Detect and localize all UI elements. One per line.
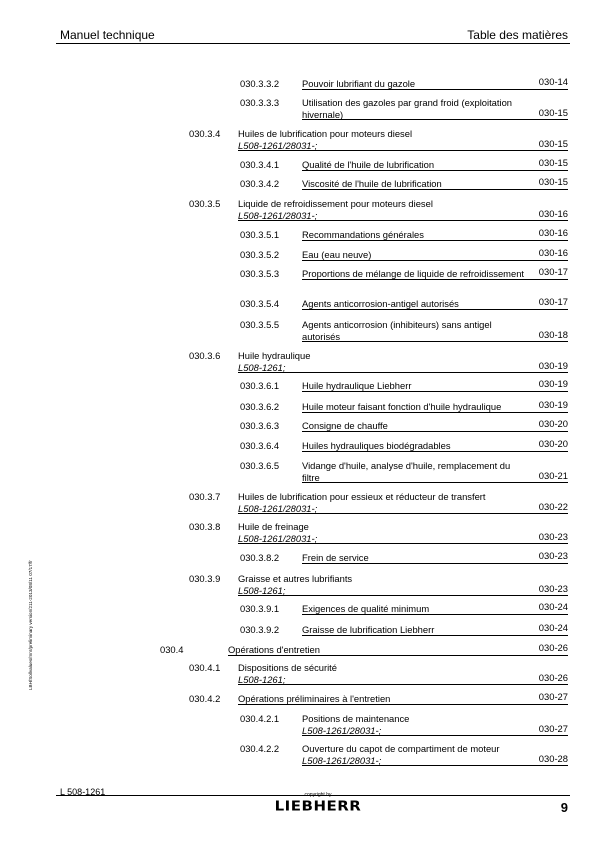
toc-entry[interactable] [240,399,568,413]
toc-page-number: 030-16 [538,227,568,238]
toc-section-number: 030.3.6.1 [240,380,280,391]
toc-section-number: 030.3.6 [189,350,221,361]
toc-page-number: 030-21 [538,469,568,481]
toc-entry[interactable] [240,378,568,392]
toc-model-reference: L508-1261/28031-; [238,209,318,221]
toc-section-number: 030.3.5.3 [240,268,280,279]
toc-entry[interactable] [240,227,568,241]
toc-section-title: Ouverture du capot de compartiment de moteur [302,743,500,754]
toc-model-reference: L508-1261/28031-; [238,532,318,544]
toc-section-title: Huile hydraulique Liebherr [302,380,412,391]
toc-page-number: 030-19 [538,378,568,389]
toc-section-title: Graisse de lubrification Liebherr [302,624,435,635]
toc-entry[interactable] [240,176,568,190]
toc-section-title: Huile moteur faisant fonction d'huile hydraulique [302,401,502,412]
toc-entry-underline [302,189,568,190]
toc-entry-underline [302,279,568,280]
toc-section-number: 030.3.7 [189,491,221,502]
toc-section-title: Graisse et autres lubrifiants [238,573,353,584]
toc-section-number: 030.4.2 [189,693,221,704]
toc-section-number: 030.4.1 [189,662,221,673]
toc-page-number: 030-15 [538,106,568,118]
toc-page-number: 030-15 [538,137,568,149]
toc-section-number: 030.3.6.3 [240,420,280,431]
header-section: Table des matières [467,28,568,42]
toc-section-number: 030.3.6.4 [240,440,280,451]
toc-entry[interactable] [189,350,568,373]
toc-entry[interactable] [240,622,568,636]
toc-entry-underline [302,412,568,413]
toc-section-title: Recommandations générales [302,229,424,240]
toc-entry[interactable] [189,521,568,544]
toc-page-number: 030-26 [538,642,568,653]
toc-section-title: Huiles de lubrification pour moteurs diesel [238,128,413,139]
toc-page-number: 030-23 [538,582,568,594]
toc-entry[interactable] [160,644,568,656]
toc-section-number: 030.3.5.4 [240,298,280,309]
toc-model-reference: L508-1261; [238,584,286,596]
brand-name: LIEBHERR [274,797,362,815]
toc-section-title: Qualité de l'huile de lubrification [302,159,435,170]
toc-entry-underline [302,89,568,90]
toc-page-number: 030-16 [538,207,568,219]
toc-section-number: 030.3.4.1 [240,159,280,170]
toc-entry-underline [302,735,568,736]
toc-entry-underline [238,684,568,685]
toc-entry-underline [302,119,568,120]
toc-model-reference: L508-1261/28031-; [302,724,382,736]
toc-section-title: Huile de freinage [238,521,309,532]
toc-model-reference: L508-1261; [238,361,286,373]
toc-model-reference: L508-1261/28031-; [238,139,318,151]
toc-page-number: 030-28 [538,752,568,764]
toc-entry[interactable] [240,438,568,452]
toc-page-number: 030-19 [538,399,568,410]
toc-section-number: 030.3.6.5 [240,460,280,471]
toc-entry-underline [302,482,568,483]
toc-entry[interactable] [240,319,568,342]
toc-entry-underline [302,563,568,564]
toc-page-number: 030-20 [538,438,568,449]
toc-section-title: Huile hydraulique [238,350,311,361]
toc-entry-underline [302,635,568,636]
page-number: 9 [560,800,568,815]
toc-entry[interactable] [240,266,568,280]
toc-page-number: 030-14 [538,76,568,87]
toc-entry-underline [228,655,568,656]
toc-page-number: 030-19 [538,359,568,371]
toc-entry-underline [238,704,568,705]
toc-page-number: 030-17 [538,266,568,277]
header-title: Manuel technique [60,28,155,42]
toc-page-number: 030-20 [538,418,568,429]
toc-entry[interactable] [189,198,568,221]
toc-entry[interactable] [189,691,568,705]
toc-entry-underline [302,240,568,241]
toc-section-title: Liquide de refroidissement pour moteurs diesel [238,198,433,209]
toc-section-title: Exigences de qualité minimum [302,603,430,614]
toc-entry[interactable] [189,573,568,596]
toc-entry-underline [238,513,568,514]
toc-section-number: 030.3.8.2 [240,552,280,563]
toc-entry[interactable] [240,157,568,171]
toc-page-number: 030-16 [538,247,568,258]
toc-entry-underline [238,372,568,373]
side-margin-note: LBH/Sollvalues/mnr/preliminary version/211-2013/08/11 07/17/fr [28,560,33,690]
toc-section-title: Huiles de lubrification pour essieux et réducteur de transfert [238,491,486,502]
toc-section-number: 030.3.8 [189,521,221,532]
toc-section-title: Positions de maintenance [302,713,410,724]
toc-section-title: Agents anticorrosion-antigel autorisés [302,298,459,309]
toc-section-title: Opérations d'entretien [228,644,320,655]
toc-section-title: Dispositions de sécurité [238,662,338,673]
toc-entry-underline [302,391,568,392]
toc-section-number: 030.4.2.2 [240,743,280,754]
toc-entry[interactable] [240,713,568,736]
toc-entry-underline [302,614,568,615]
toc-section-title: Vidange d'huile, analyse d'huile, remplacement du filtre [302,460,511,483]
toc-entry-underline [238,220,568,221]
toc-page-number: 030-23 [538,550,568,561]
toc-page-number: 030-22 [538,500,568,512]
toc-page-number: 030-15 [538,157,568,168]
toc-entry[interactable] [189,662,568,685]
toc-entry[interactable] [189,491,568,514]
toc-section-number: 030.3.4.2 [240,178,280,189]
toc-section-title: Opérations préliminaires à l'entretien [238,693,391,704]
toc-section-title: Pouvoir lubrifiant du gazole [302,78,416,89]
toc-entry[interactable] [240,601,568,615]
toc-section-number: 030.3.5.5 [240,319,280,330]
toc-entry-underline [302,341,568,342]
footer-model: L 508-1261 [60,787,106,797]
toc-entry-underline [302,309,568,310]
toc-section-number: 030.3.5.2 [240,249,280,260]
toc-model-reference: L508-1261/28031-; [238,502,318,514]
toc-section-number: 030.3.9 [189,573,221,584]
toc-entry-underline [238,150,568,151]
toc-entry-underline [238,543,568,544]
toc-section-title: Viscosité de l'huile de lubrification [302,178,442,189]
toc-entry[interactable] [240,76,568,90]
toc-section-title: Utilisation des gazoles par grand froid (exploitation hivernale) [302,97,513,120]
toc-page-number: 030-15 [538,176,568,187]
toc-section-title: Eau (eau neuve) [302,249,372,260]
toc-section-number: 030.3.9.2 [240,624,280,635]
toc-section-number: 030.4.2.1 [240,713,280,724]
toc-section-number: 030.3.3.3 [240,97,280,108]
toc-entry[interactable] [189,128,568,151]
toc-entry-underline [302,765,568,766]
toc-entry[interactable] [240,418,568,432]
toc-page-number: 030-26 [538,671,568,683]
toc-section-number: 030.3.5 [189,198,221,209]
toc-entry-underline [302,431,568,432]
toc-section-title: Consigne de chauffe [302,420,388,431]
toc-page-number: 030-23 [538,530,568,542]
toc-section-title: Agents anticorrosion (inhibiteurs) sans antigel autorisés [302,319,492,342]
toc-entry[interactable] [240,97,568,120]
toc-entry[interactable] [240,743,568,766]
toc-page-number: 030-24 [538,622,568,633]
toc-entry[interactable] [240,296,568,310]
toc-model-reference: L508-1261; [238,673,286,685]
toc-page-number: 030-18 [538,328,568,340]
liebherr-logo [268,792,368,816]
copyright-label: copyright by [304,792,332,798]
toc-page-number: 030-27 [538,722,568,734]
toc-entry-underline [302,260,568,261]
toc-section-title: Proportions de mélange de liquide de refroidissement [302,268,525,279]
toc-entry[interactable] [240,460,568,483]
toc-section-title: Frein de service [302,552,369,563]
toc-page-number: 030-17 [538,296,568,307]
toc-entry-underline [238,595,568,596]
toc-section-title: Huiles hydrauliques biodégradables [302,440,451,451]
toc-model-reference: L508-1261/28031-; [302,754,382,766]
toc-page-number: 030-24 [538,601,568,612]
toc-section-number: 030.3.6.2 [240,401,280,412]
toc-entry[interactable] [240,550,568,564]
toc-entry-underline [302,451,568,452]
toc-section-number: 030.3.9.1 [240,603,280,614]
toc-entry-underline [302,170,568,171]
toc-entry[interactable] [240,247,568,261]
toc-page-number: 030-27 [538,691,568,702]
toc-section-number: 030.4 [160,644,184,655]
toc-section-number: 030.3.3.2 [240,78,280,89]
toc-section-number: 030.3.4 [189,128,221,139]
toc-section-number: 030.3.5.1 [240,229,280,240]
